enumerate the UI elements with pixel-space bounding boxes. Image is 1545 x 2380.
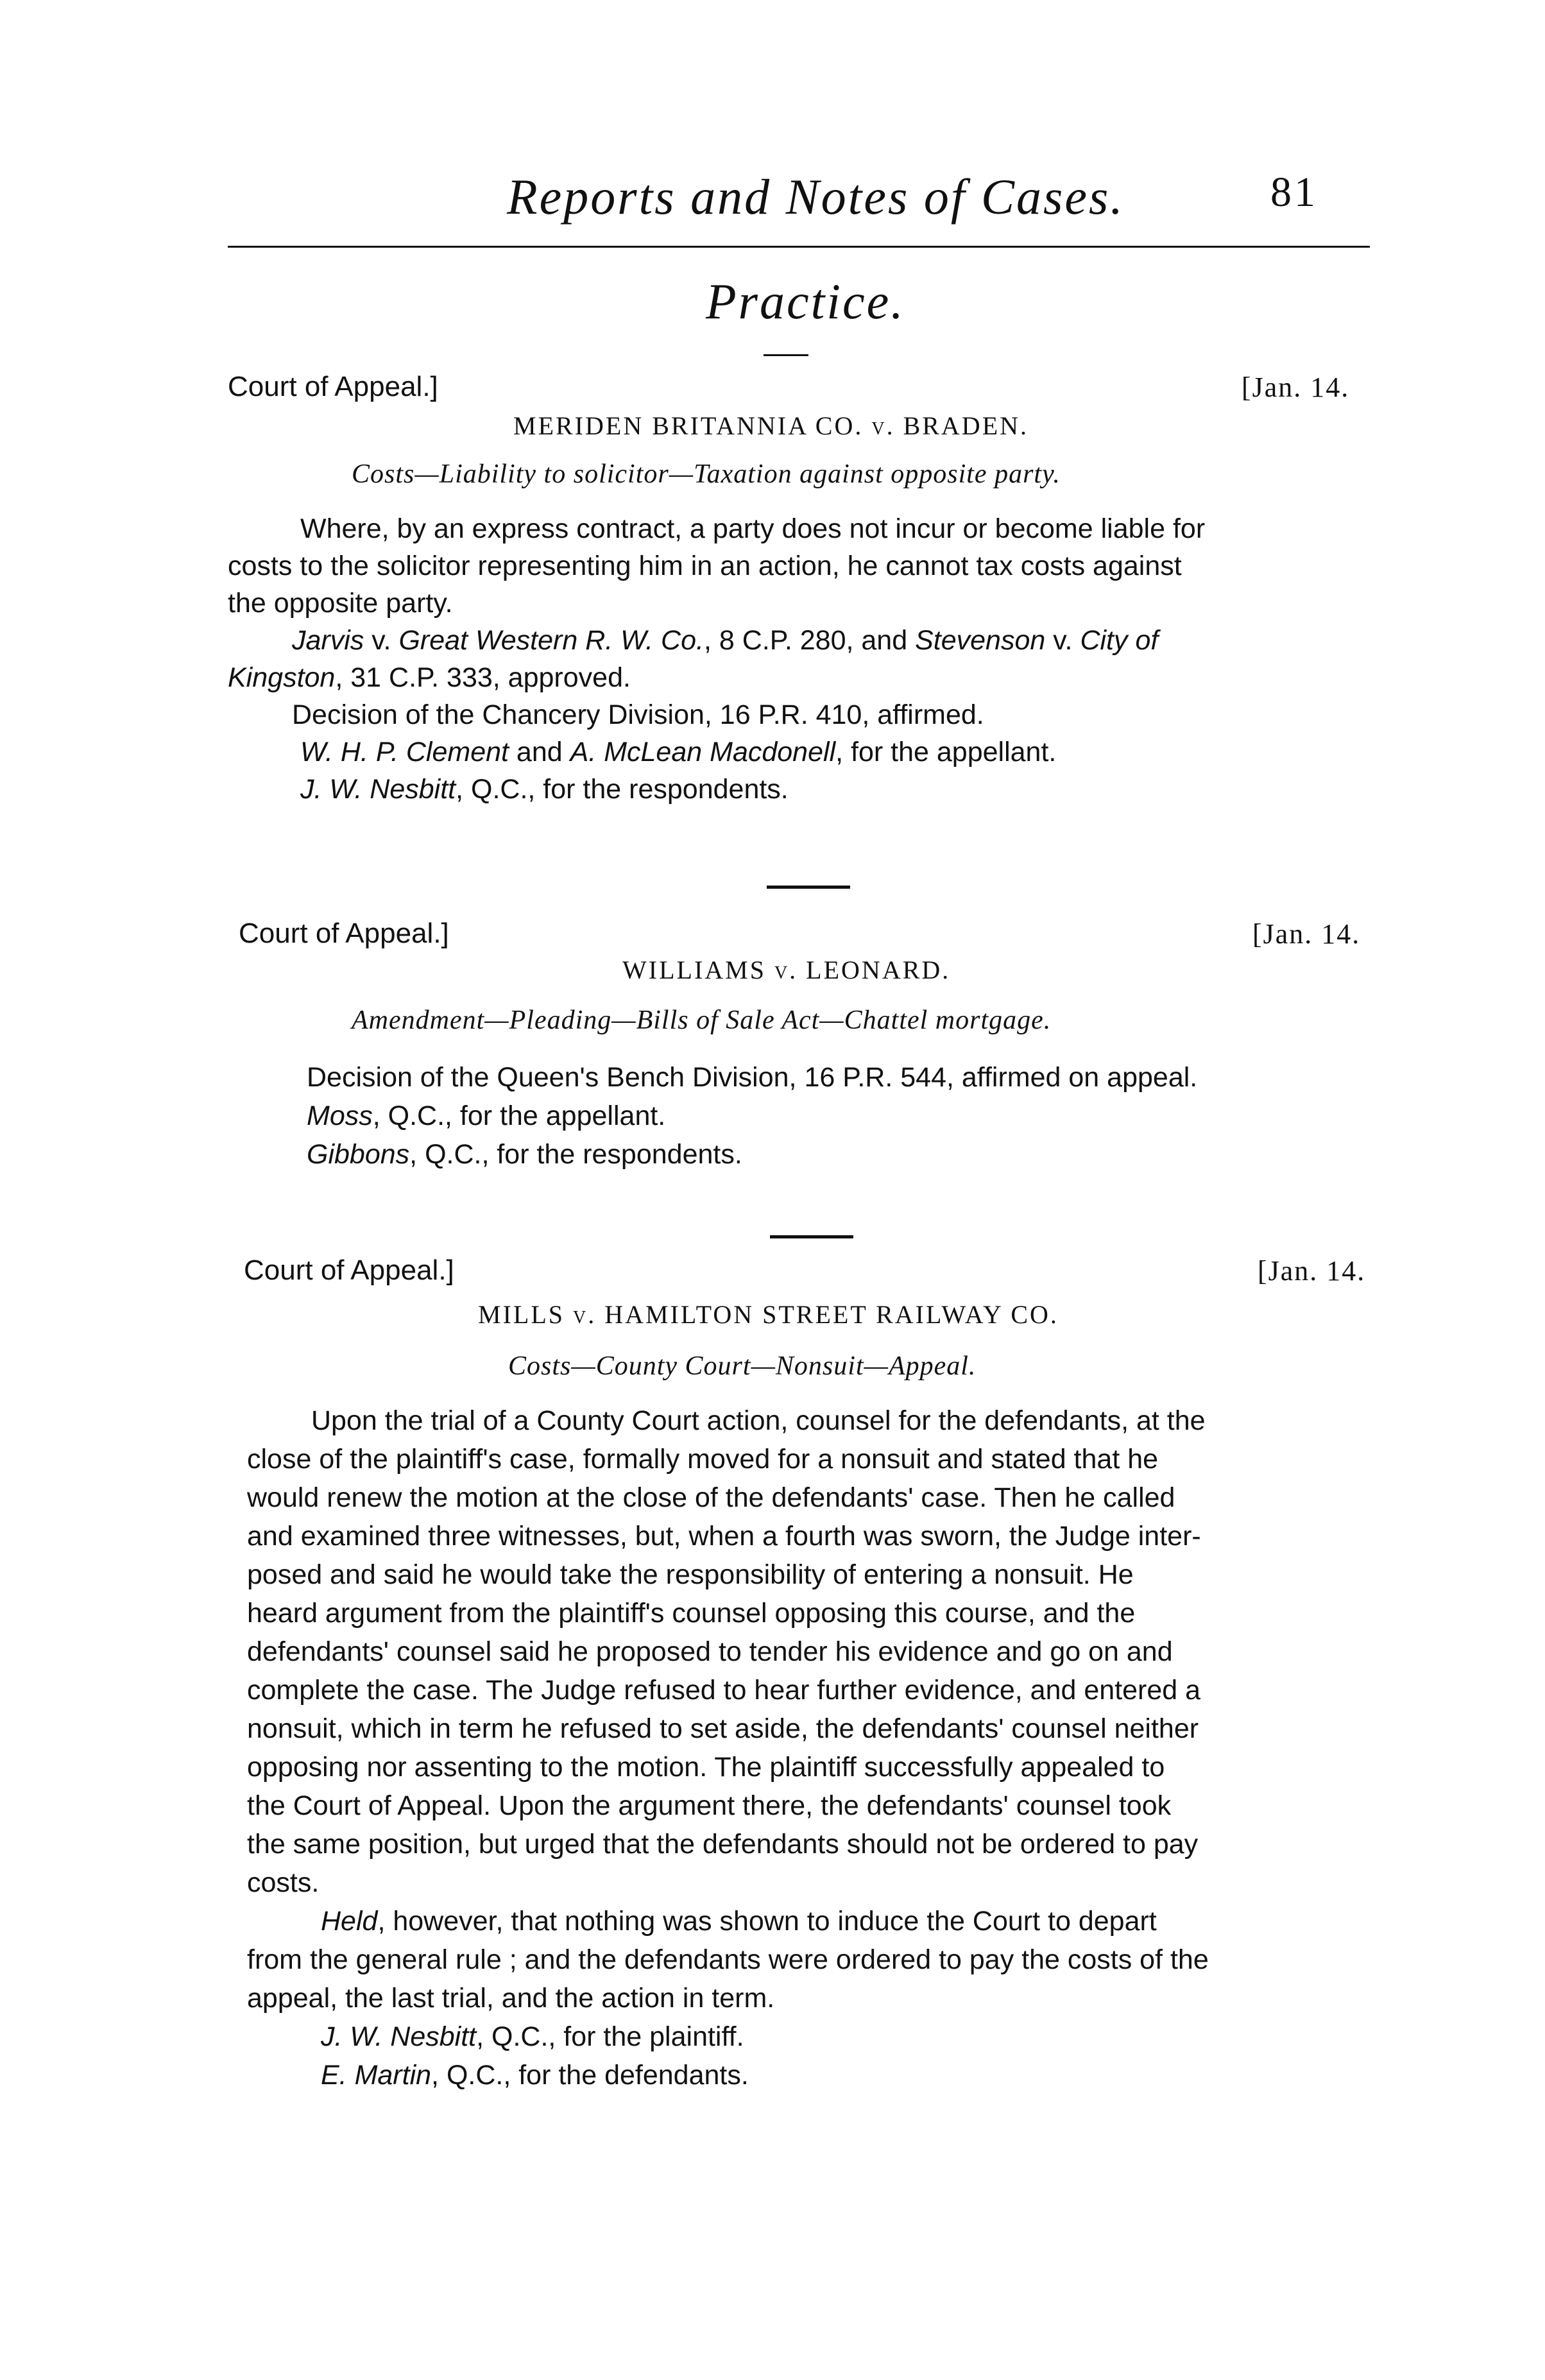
body-line: the Court of Appeal. Upon the argument there, the defendants' counsel took bbox=[247, 1790, 1172, 1821]
body-line: would renew the motion at the close of the defendants' case. Then he called bbox=[247, 1482, 1175, 1513]
court-label: Court of Appeal.] bbox=[239, 918, 449, 949]
court-label: Court of Appeal.] bbox=[244, 1254, 454, 1286]
case-date: [Jan. 14. bbox=[1258, 1255, 1366, 1287]
case-name: Great Western R. W. Co. bbox=[398, 625, 704, 656]
body-line: and examined three witnesses, but, when a fourth was sworn, the Judge inter- bbox=[247, 1521, 1201, 1552]
case-name: Kingston bbox=[228, 662, 336, 693]
body-line: Where, by an express contract, a party does not incur or become liable for bbox=[300, 513, 1206, 544]
body-line: the opposite party. bbox=[228, 588, 453, 619]
catchwords: Costs—County Court—Nonsuit—Appeal. bbox=[508, 1351, 977, 1381]
case-date: [Jan. 14. bbox=[1252, 918, 1361, 950]
catchwords: Amendment—Pleading—Bills of Sale Act—Chattel mortgage. bbox=[352, 1006, 1052, 1035]
case-name: City of bbox=[1080, 625, 1159, 656]
body-line: heard argument from the plaintiff's counsel opposing this course, and the bbox=[247, 1598, 1136, 1629]
body-line: costs to the solicitor representing him in an action, he cannot tax costs against bbox=[228, 551, 1182, 581]
page-number: 81 bbox=[1270, 169, 1318, 216]
body-line: nonsuit, which in term he refused to set aside, the defendants' counsel neither bbox=[247, 1713, 1199, 1744]
citation-line: Jarvis v. Great Western R. W. Co., 8 C.P. 280, and Stevenson v. City of bbox=[292, 625, 1159, 656]
case-parties: MILLS v. HAMILTON STREET RAILWAY CO. bbox=[478, 1300, 1059, 1329]
body-line: complete the case. The Judge refused to hear further evidence, and entered a bbox=[247, 1675, 1201, 1706]
decision-line: Decision of the Queen's Bench Division, 16 P.R. 544, affirmed on appeal. bbox=[307, 1062, 1198, 1093]
counsel-line: W. H. P. Clement and A. McLean Macdonell, for the appellant. bbox=[300, 737, 1057, 767]
body-line: the same position, but urged that the defendants should not be ordered to pay bbox=[247, 1829, 1199, 1860]
header-rule bbox=[228, 246, 1370, 248]
citation-line: Kingston, 31 C.P. 333, approved. bbox=[228, 662, 631, 693]
counsel-line: J. W. Nesbitt, Q.C., for the plaintiff. bbox=[321, 2021, 744, 2052]
body-line: posed and said he would take the responsibility of entering a nonsuit. He bbox=[247, 1559, 1134, 1590]
body-line: defendants' counsel said he proposed to tender his evidence and go on and bbox=[247, 1636, 1173, 1667]
court-label: Court of Appeal.] bbox=[228, 371, 438, 402]
case-parties: WILLIAMS v. LEONARD. bbox=[622, 955, 951, 984]
running-title: Reports and Notes of Cases. bbox=[507, 169, 1125, 225]
catchwords: Costs—Liability to solicitor—Taxation against opposite party. bbox=[352, 459, 1061, 489]
case-parties: MERIDEN BRITANNIA CO. v. BRADEN. bbox=[513, 411, 1029, 440]
body-line: costs. bbox=[247, 1867, 320, 1898]
case-name: Jarvis bbox=[292, 625, 364, 656]
case-name: Stevenson bbox=[915, 625, 1046, 656]
case-date: [Jan. 14. bbox=[1242, 372, 1350, 403]
case-separator bbox=[770, 1235, 853, 1238]
body-line: Upon the trial of a County Court action, counsel for the defendants, at the bbox=[311, 1405, 1206, 1436]
held-line: Held, however, that nothing was shown to induce the Court to depart bbox=[321, 1906, 1157, 1937]
held-line: appeal, the last trial, and the action in term. bbox=[247, 1983, 775, 2014]
body-line: close of the plaintiff's case, formally moved for a nonsuit and stated that he bbox=[247, 1444, 1159, 1475]
section-rule bbox=[764, 354, 808, 356]
counsel-line: Gibbons, Q.C., for the respondents. bbox=[307, 1139, 742, 1170]
case-separator bbox=[767, 886, 850, 889]
body-line: opposing nor assenting to the motion. The plaintiff successfully appealed to bbox=[247, 1752, 1165, 1783]
held-word: Held bbox=[321, 1906, 378, 1937]
counsel-line: Moss, Q.C., for the appellant. bbox=[307, 1100, 666, 1131]
counsel-line: J. W. Nesbitt, Q.C., for the respondents. bbox=[300, 774, 789, 805]
counsel-line: E. Martin, Q.C., for the defendants. bbox=[321, 2060, 749, 2091]
decision-line: Decision of the Chancery Division, 16 P.R. 410, affirmed. bbox=[292, 699, 984, 730]
held-line: from the general rule ; and the defendants were ordered to pay the costs of the bbox=[247, 1944, 1209, 1975]
section-title: Practice. bbox=[706, 273, 905, 329]
